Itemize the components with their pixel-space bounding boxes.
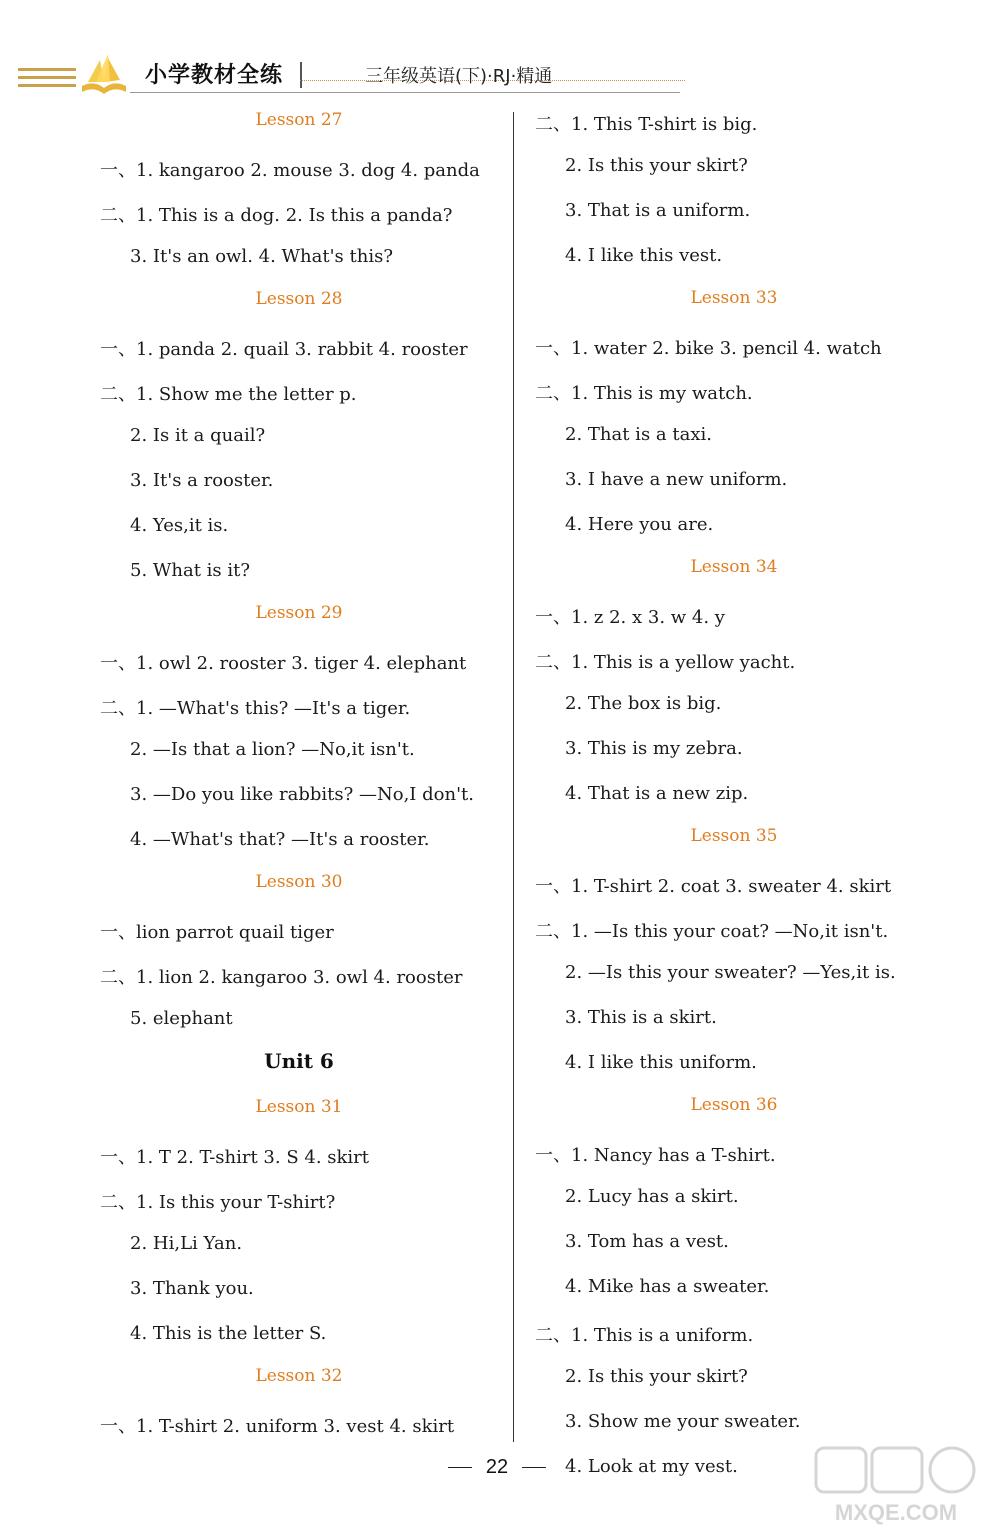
lesson-heading: Lesson 29: [255, 603, 343, 623]
lesson-heading: Lesson 34: [690, 557, 778, 577]
watermark-logo: [806, 1440, 986, 1530]
answer-line: 二、1. This is my watch.: [535, 383, 753, 404]
page-number: 22: [485, 1456, 509, 1478]
answer-line: 5. elephant: [130, 1008, 233, 1029]
lesson-heading: Lesson 32: [255, 1366, 343, 1386]
answer-line: 二、1. Is this your T-shirt?: [100, 1192, 336, 1213]
answer-line: 4. Mike has a sweater.: [565, 1276, 770, 1297]
page-header: [0, 0, 994, 110]
footer-dash-left: [448, 1467, 472, 1468]
open-book-icon: [78, 52, 130, 98]
answer-line: 一、1. water 2. bike 3. pencil 4. watch: [535, 338, 882, 359]
answer-line: 二、1. —Is this your coat? —No,it isn't.: [535, 921, 889, 942]
answer-line: 4. I like this vest.: [565, 245, 723, 266]
answer-line: 一、1. kangaroo 2. mouse 3. dog 4. panda: [100, 160, 480, 181]
answer-line: 3. This is a skirt.: [565, 1007, 717, 1028]
answer-line: 3. Thank you.: [130, 1278, 254, 1299]
answer-line: 4. Here you are.: [565, 514, 714, 535]
answer-line: 二、1. This is a dog. 2. Is this a panda?: [100, 205, 453, 226]
answer-line: 2. Is this your skirt?: [565, 1366, 748, 1387]
header-separator: [300, 62, 302, 88]
lesson-heading: Lesson 36: [690, 1095, 778, 1115]
answer-line: 2. Is this your skirt?: [565, 155, 748, 176]
answer-line: 3. Show me your sweater.: [565, 1411, 801, 1432]
answer-line: 3. It's a rooster.: [130, 470, 274, 491]
answer-line: 4. I like this uniform.: [565, 1052, 757, 1073]
answer-line: 一、1. owl 2. rooster 3. tiger 4. elephant: [100, 653, 467, 674]
answer-line: 2. That is a taxi.: [565, 424, 712, 445]
answer-line: 二、1. Show me the letter p.: [100, 384, 357, 405]
answer-line: 4. That is a new zip.: [565, 783, 749, 804]
answer-line: 一、1. panda 2. quail 3. rabbit 4. rooster: [100, 339, 468, 360]
lesson-heading: Lesson 28: [255, 289, 343, 309]
column-divider: [513, 112, 514, 1442]
answer-line: 2. The box is big.: [565, 693, 722, 714]
answer-line: 一、1. z 2. x 3. w 4. y: [535, 607, 725, 628]
header-decor-lines: [18, 68, 76, 92]
lesson-heading: Lesson 27: [255, 110, 343, 130]
answer-line: 3. That is a uniform.: [565, 200, 751, 221]
answer-line: 一、1. T 2. T-shirt 3. S 4. skirt: [100, 1147, 370, 1168]
footer-dash-right: [522, 1467, 546, 1468]
answer-line: 4. This is the letter S.: [130, 1323, 327, 1344]
lesson-heading: Lesson 33: [690, 288, 778, 308]
header-rule: [130, 92, 680, 93]
answer-line: 3. Tom has a vest.: [565, 1231, 729, 1252]
answer-line: 一、lion parrot quail tiger: [100, 922, 334, 943]
answer-line: 2. Is it a quail?: [130, 425, 266, 446]
answer-line: 2. Lucy has a skirt.: [565, 1186, 739, 1207]
answer-line: 二、1. This T-shirt is big.: [535, 114, 758, 135]
watermark-text: MXQE.COM: [834, 1500, 958, 1525]
answer-line: 3. I have a new uniform.: [565, 469, 788, 490]
answer-line: 4. —What's that? —It's a rooster.: [130, 829, 430, 850]
answer-line: 4. Look at my vest.: [565, 1456, 738, 1477]
answer-line: 4. Yes,it is.: [130, 515, 229, 536]
lesson-heading: Lesson 30: [255, 872, 343, 892]
answer-line: 二、1. lion 2. kangaroo 3. owl 4. rooster: [100, 967, 463, 988]
answer-line: 一、1. T-shirt 2. coat 3. sweater 4. skirt: [535, 876, 892, 897]
answer-line: 2. —Is that a lion? —No,it isn't.: [130, 739, 415, 760]
subject-label: 三年级英语(下)·RJ·精通: [365, 66, 553, 87]
answer-line: 3. This is my zebra.: [565, 738, 743, 759]
answer-line: 3. —Do you like rabbits? —No,I don't.: [130, 784, 474, 805]
answer-line: 一、1. Nancy has a T-shirt.: [535, 1145, 776, 1166]
lesson-heading: Lesson 35: [690, 826, 778, 846]
lesson-heading: Lesson 31: [255, 1097, 343, 1117]
answer-line: 一、1. T-shirt 2. uniform 3. vest 4. skirt: [100, 1416, 455, 1437]
answer-line: 2. Hi,Li Yan.: [130, 1233, 243, 1254]
answer-line: 5. What is it?: [130, 560, 251, 581]
brand-title: 小学教材全练: [145, 63, 284, 88]
answer-line: 二、1. This is a yellow yacht.: [535, 652, 796, 673]
answer-line: 二、1. This is a uniform.: [535, 1325, 754, 1346]
answer-line: 2. —Is this your sweater? —Yes,it is.: [565, 962, 896, 983]
answer-line: 二、1. —What's this? —It's a tiger.: [100, 698, 411, 719]
unit-heading: Unit 6: [264, 1049, 334, 1073]
answer-line: 3. It's an owl. 4. What's this?: [130, 246, 393, 267]
